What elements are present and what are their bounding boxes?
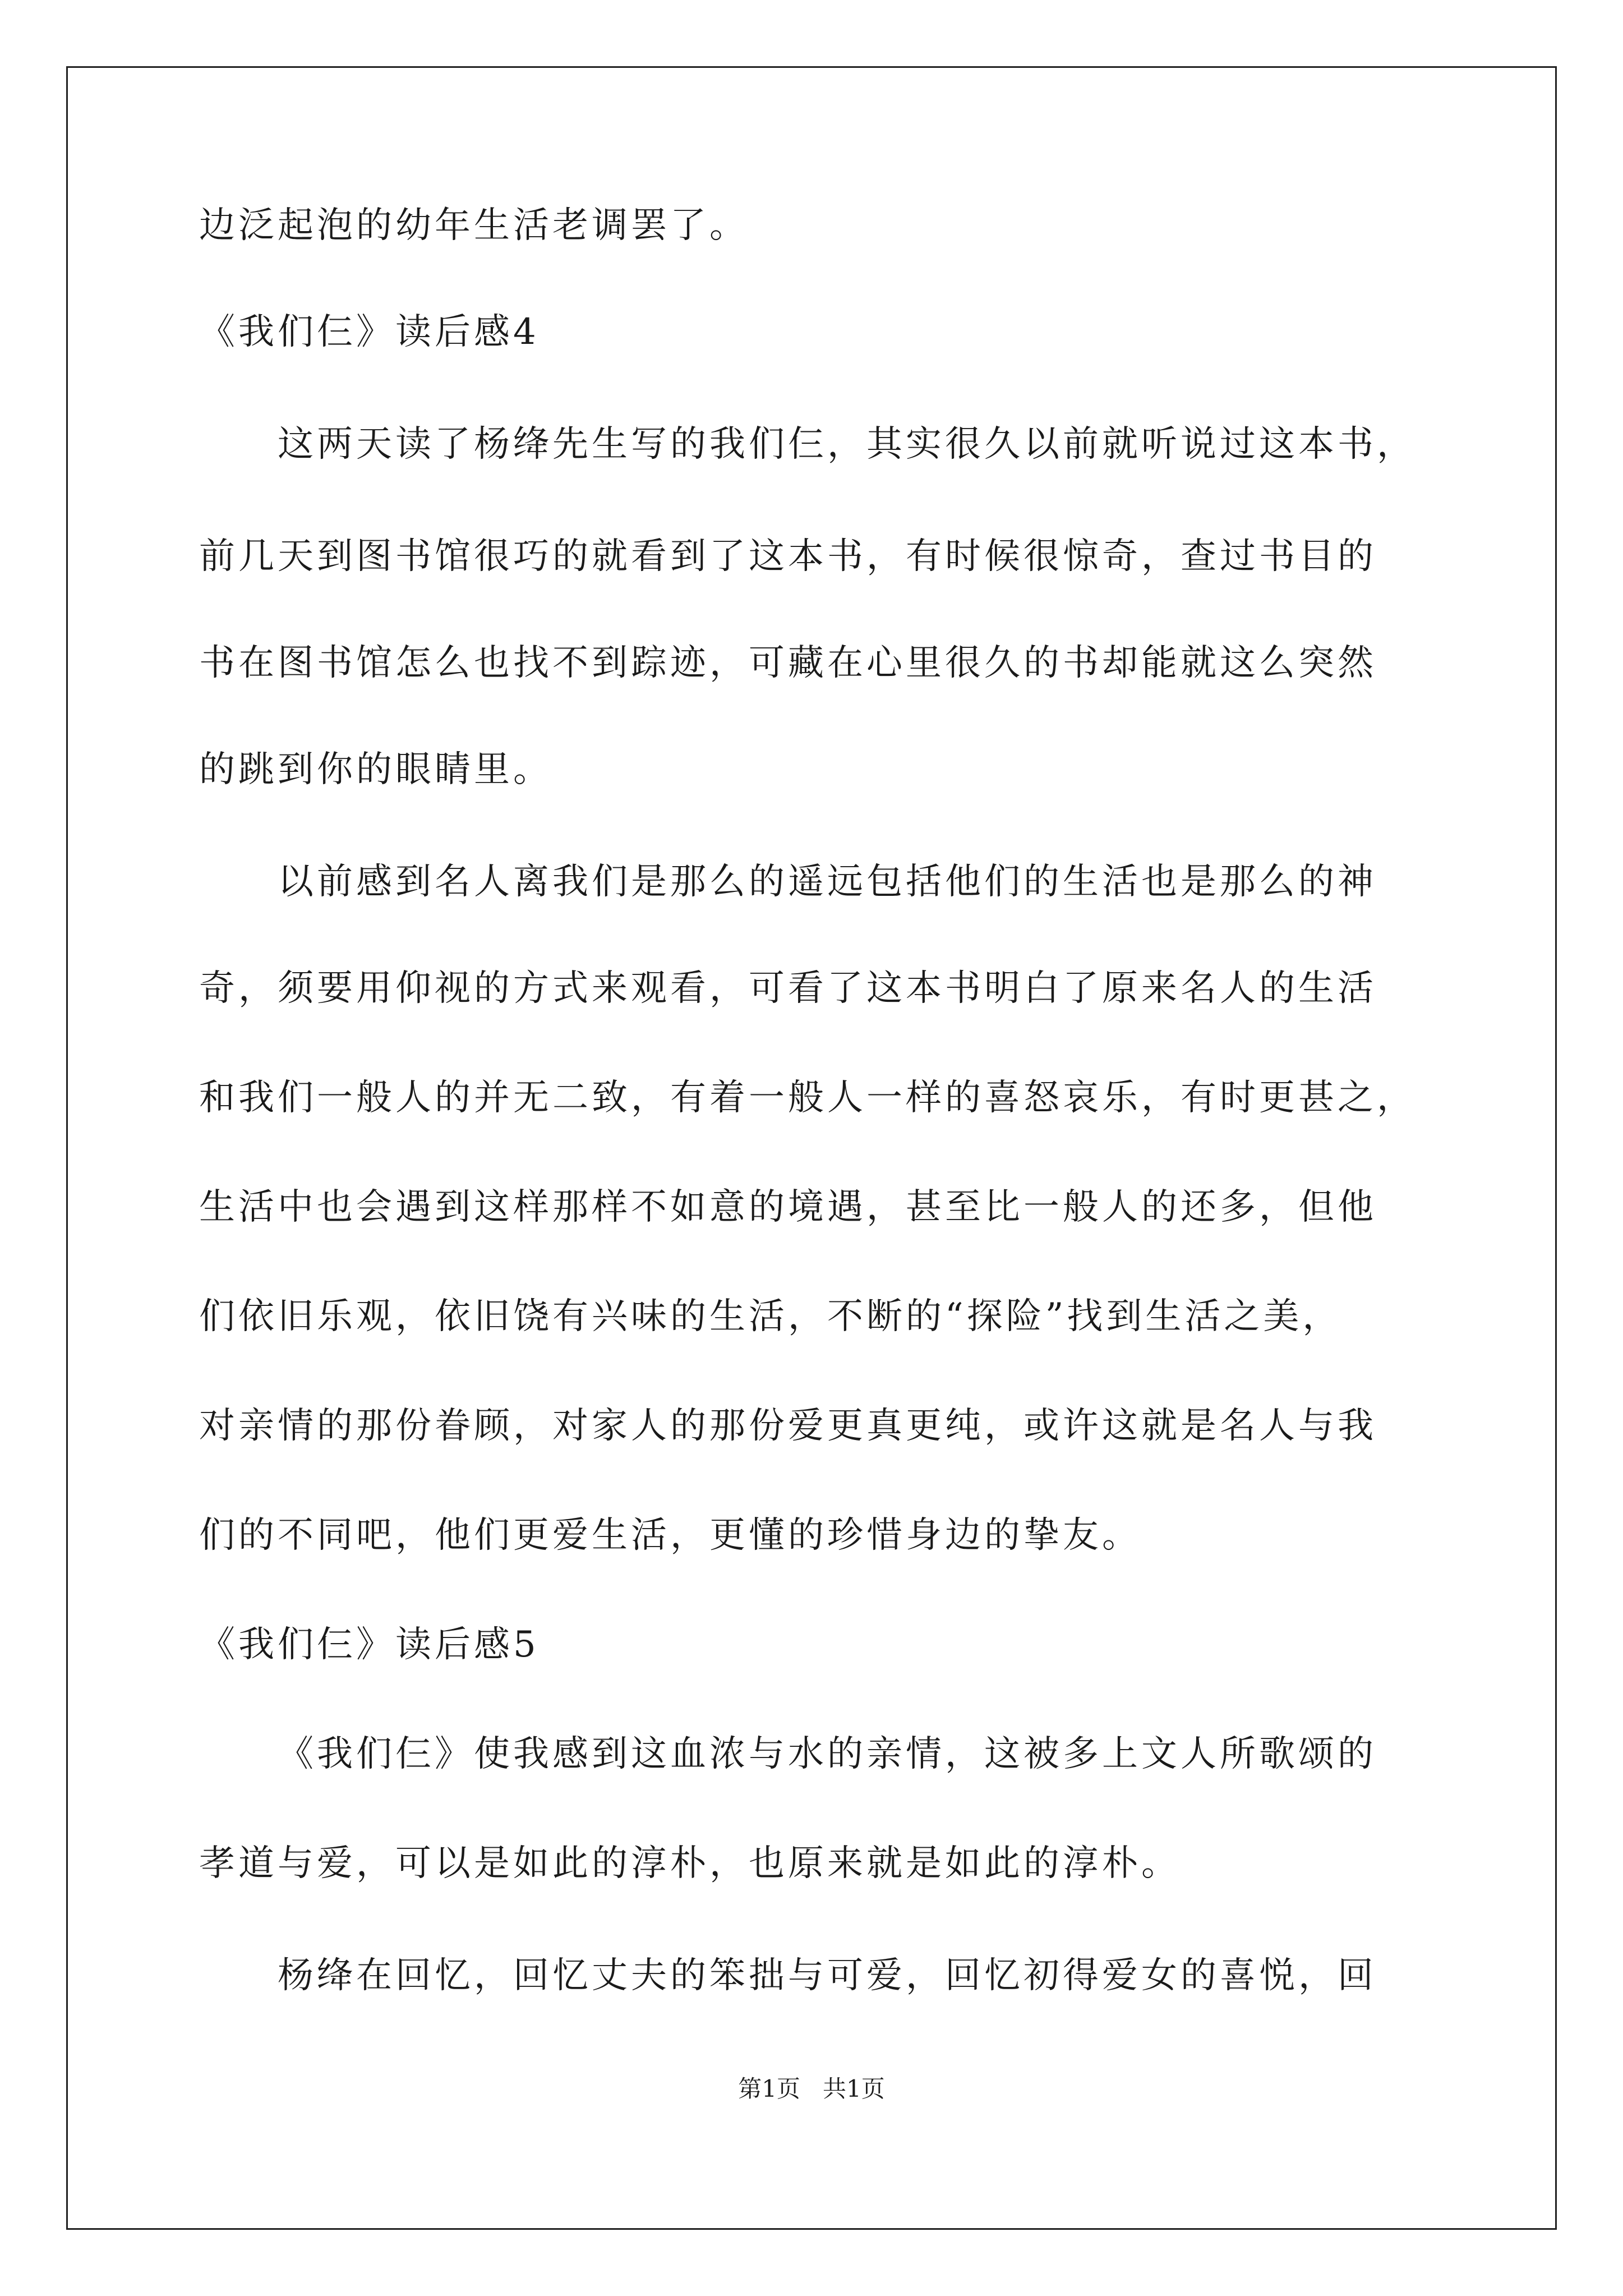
text-line: 以前感到名人离我们是那么的遥远包括他们的生活也是那么的神 bbox=[278, 861, 1377, 903]
page-border bbox=[66, 66, 1557, 2230]
text-line: 《我们仨》使我感到这血浓与水的亲情，这被多上文人所歌颂的 bbox=[278, 1733, 1377, 1775]
text-line: 前几天到图书馆很巧的就看到了这本书，有时候很惊奇，查过书目的 bbox=[199, 536, 1377, 577]
text-line: 《我们仨》读后感4 bbox=[199, 311, 540, 353]
text-line: 对亲情的那份眷顾，对家人的那份爱更真更纯，或许这就是名人与我 bbox=[199, 1405, 1377, 1447]
text-line: 《我们仨》读后感5 bbox=[199, 1624, 540, 1665]
text-line: 的跳到你的眼睛里。 bbox=[199, 749, 552, 790]
text-line: 生活中也会遇到这样那样不如意的境遇，甚至比一般人的还多，但他 bbox=[199, 1186, 1377, 1228]
text-line: 这两天读了杨绛先生写的我们仨，其实很久以前就听说过这本书， bbox=[278, 424, 1416, 465]
text-line: 孝道与爱，可以是如此的淳朴，也原来就是如此的淳朴。 bbox=[199, 1843, 1181, 1884]
text-line: 们的不同吧，他们更爱生活，更懂的珍惜身边的挚友。 bbox=[199, 1515, 1141, 1556]
text-line: 和我们一般人的并无二致，有着一般人一样的喜怒哀乐，有时更甚之， bbox=[199, 1077, 1416, 1119]
text-line: 杨绛在回忆，回忆丈夫的笨拙与可爱，回忆初得爱女的喜悦，回 bbox=[278, 1955, 1377, 1996]
text-line: 们依旧乐观，依旧饶有兴味的生活，不断的“探险”找到生活之美， bbox=[199, 1296, 1342, 1337]
text-line: 书在图书馆怎么也找不到踪迹，可藏在心里很久的书却能就这么突然 bbox=[199, 642, 1377, 684]
text-line: 奇，须要用仰视的方式来观看，可看了这本书明白了原来名人的生活 bbox=[199, 968, 1377, 1009]
page-footer: 第1页 共1页 bbox=[738, 2075, 885, 2102]
text-line: 边泛起泡的幼年生活老调罢了。 bbox=[199, 205, 749, 246]
